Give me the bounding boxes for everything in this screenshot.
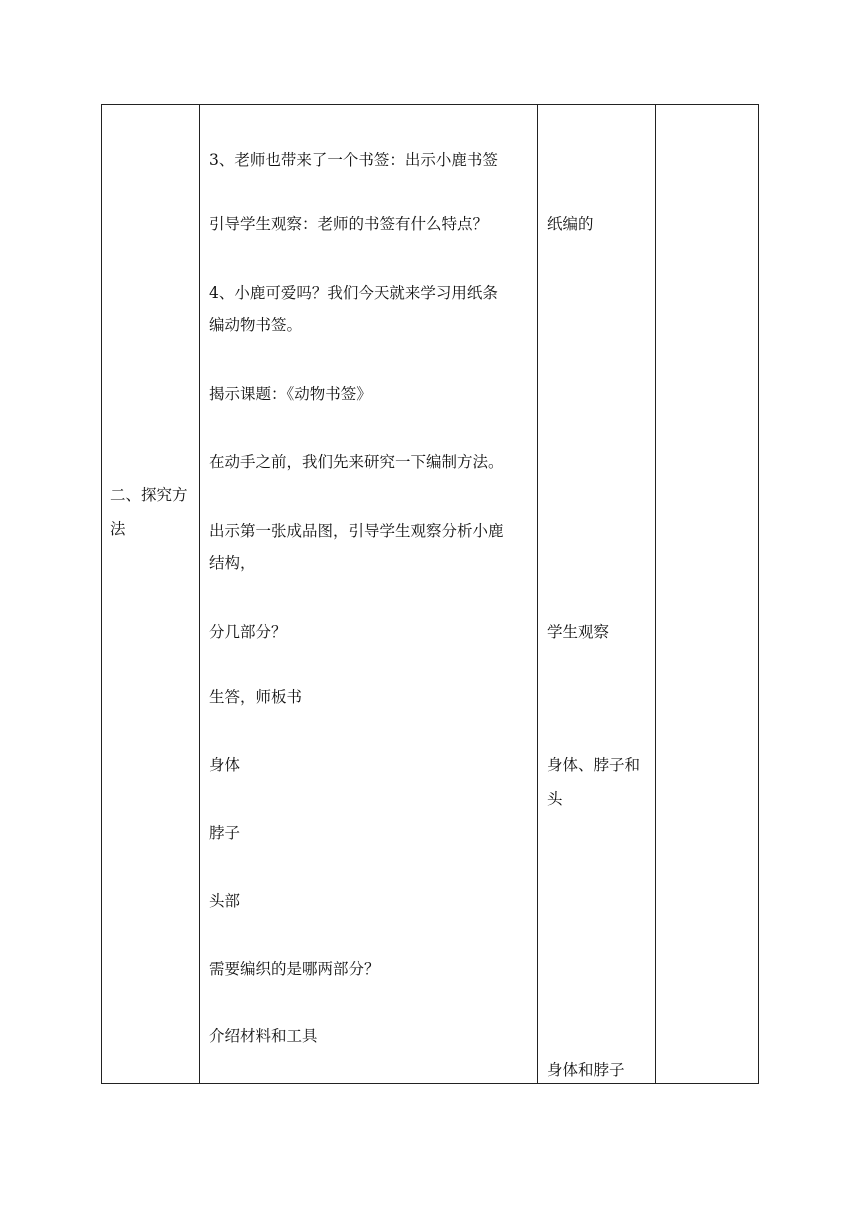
teacher-line: 介绍材料和工具 [209, 1027, 318, 1045]
teacher-line: 结构， [209, 554, 256, 572]
teacher-line: 脖子 [209, 824, 241, 842]
student-line: 身体和脖子 [547, 1061, 625, 1079]
student-line: 头 [547, 790, 563, 808]
teacher-line: 揭示课题：《动物书签》 [209, 385, 372, 403]
teacher-line: 头部 [209, 892, 241, 910]
teacher-line: 身体 [209, 756, 241, 774]
student-line: 身体、脖子和 [547, 756, 641, 774]
teacher-line: 4、小鹿可爱吗？我们今天就来学习用纸条 [209, 284, 498, 302]
notes-column [656, 105, 758, 1083]
teacher-line: 3、老师也带来了一个书签：出示小鹿书签 [209, 151, 498, 169]
student-line: 纸编的 [547, 215, 594, 233]
teacher-line: 生答，师板书 [209, 688, 303, 706]
teacher-line: 需要编织的是哪两部分？ [209, 960, 380, 978]
teacher-line: 引导学生观察：老师的书签有什么特点？ [209, 215, 489, 233]
teacher-line: 出示第一张成品图，引导学生观察分析小鹿 [209, 522, 504, 540]
teacher-line: 编动物书签。 [209, 316, 303, 334]
teacher-line: 分几部分？ [209, 623, 287, 641]
section-title-line2: 法 [110, 520, 126, 538]
student-line: 学生观察 [547, 623, 610, 641]
column-divider-1 [199, 105, 200, 1083]
column-divider-2 [537, 105, 538, 1083]
section-title-line1: 二、探究方 [110, 486, 188, 504]
teacher-line: 在动手之前，我们先来研究一下编制方法。 [209, 453, 504, 471]
lesson-table [101, 104, 759, 1084]
